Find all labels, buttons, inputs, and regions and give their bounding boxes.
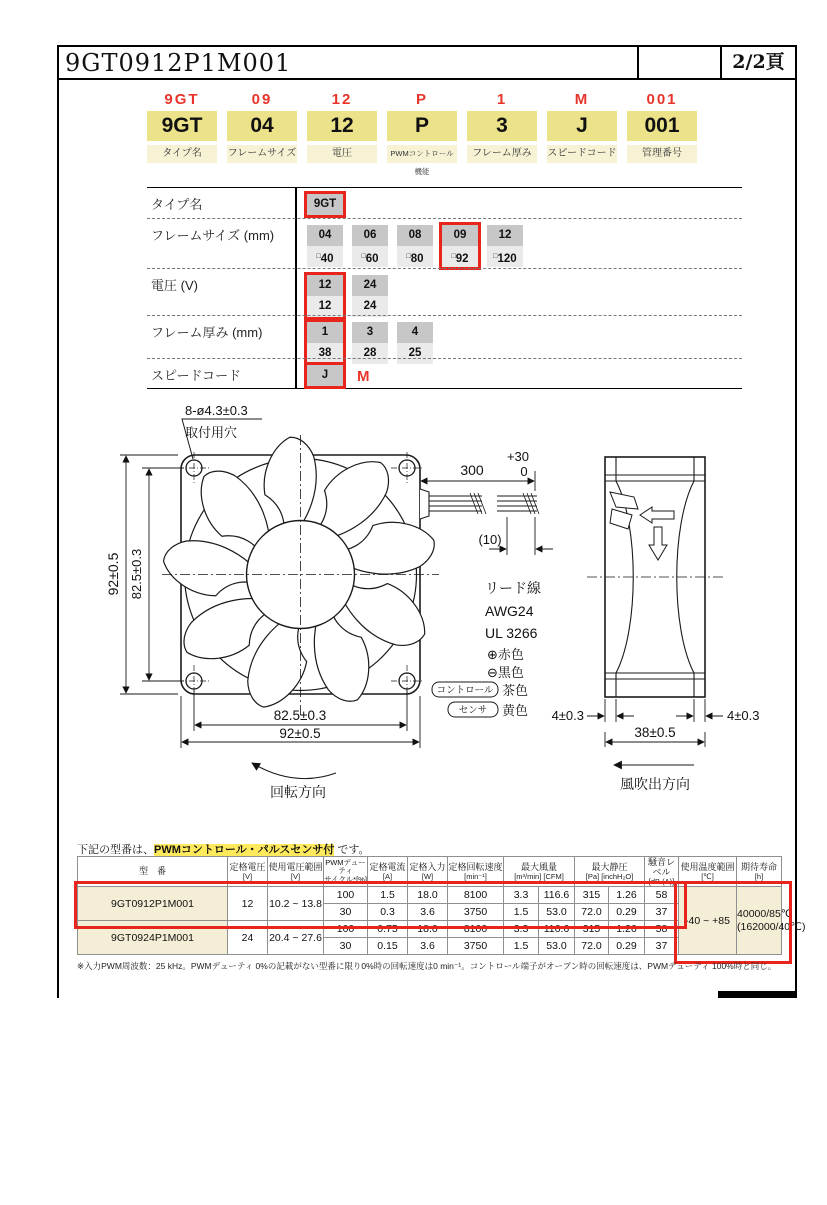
temp-range-cell: -40 ~ +85 <box>679 887 737 955</box>
row-label: タイプ名 <box>151 197 203 212</box>
dim-lead-length: 300 <box>460 462 484 478</box>
option <box>304 222 346 270</box>
dim-hole-pitch-v: 82.5±0.3 <box>129 548 144 600</box>
row-label: フレーム厚み (mm) <box>151 325 263 340</box>
page-frame <box>57 45 806 998</box>
option <box>349 222 391 270</box>
spec-intro <box>77 841 370 857</box>
speed-cell: 3750 <box>448 904 504 921</box>
option-size: □60 <box>352 246 388 267</box>
wire-minus-color: ⊖黒色 <box>487 665 524 680</box>
col-voltage: 定格電圧 [V] <box>228 857 268 887</box>
option-code: 09 <box>442 225 478 246</box>
wire-sensor-tag: センサ <box>458 705 488 716</box>
pressure-inch-cell: 1.26 <box>609 887 645 904</box>
lead-wire-title: リード線 <box>485 580 541 596</box>
option-selected <box>439 222 481 270</box>
option-code: 24 <box>352 275 388 296</box>
spec-header-row <box>78 857 782 887</box>
part-number-title: 9GT0912P1M001 <box>65 49 292 77</box>
code-column-voltage <box>307 91 377 163</box>
option <box>484 222 526 270</box>
code-column-pwm <box>387 91 457 176</box>
option-code: 1 <box>307 322 343 343</box>
model-cell: 9GT0924P1M001 <box>78 921 228 955</box>
col-speed: 定格回転速度 [min⁻¹] <box>448 857 504 887</box>
input-cell: 18.0 <box>408 921 448 938</box>
cfm-cell: 53.0 <box>539 904 575 921</box>
col-pressure: 最大静圧 [Pa] [inchH₂O] <box>575 857 645 887</box>
option-code: 4 <box>397 322 433 343</box>
noise-cell: 58 <box>645 887 679 904</box>
fan-side-view <box>587 457 723 697</box>
airflow-direction-label: 風吹出方向 <box>620 776 690 792</box>
code-label: スピードコード <box>547 145 617 163</box>
option-code: 12 <box>487 225 523 246</box>
code-red: 1 <box>496 91 508 108</box>
pwm-cell: 30 <box>324 938 368 955</box>
option-size: □40 <box>307 246 343 267</box>
intro-highlight: PWMコントロール・パルスセンサ付 <box>154 844 335 856</box>
col-life: 期待寿命 [h] <box>737 857 782 887</box>
current-cell: 0.75 <box>368 921 408 938</box>
dim-lead-tol-zero: 0 <box>520 464 528 479</box>
option-value: 25 <box>397 343 433 364</box>
mounting-hole-label: 取付用穴 <box>185 425 238 440</box>
spec-row <box>78 887 782 904</box>
pressure-cell: 72.0 <box>575 938 609 955</box>
col-temp: 使用温度範囲 [℃] <box>679 857 737 887</box>
code-red: 001 <box>646 91 678 108</box>
current-cell: 0.3 <box>368 904 408 921</box>
code-label: フレーム厚み <box>467 145 537 163</box>
cfm-cell: 53.0 <box>539 938 575 955</box>
lead-wire-legend <box>432 580 541 718</box>
dim-hole-pitch-h: 82.5±0.3 <box>273 708 327 723</box>
wire-control-color: 茶色 <box>502 683 529 698</box>
model-selector-table <box>147 187 742 389</box>
col-current: 定格電流 [A] <box>368 857 408 887</box>
pressure-cell: 72.0 <box>575 904 609 921</box>
dim-width: 92±0.5 <box>279 726 321 741</box>
code-column-thickness <box>467 91 537 163</box>
row-label: 電圧 (V) <box>151 278 198 293</box>
airflow-cell: 3.3 <box>504 921 539 938</box>
pwm-cell: 100 <box>324 921 368 938</box>
code-label: タイプ名 <box>147 145 217 163</box>
code-box: 001 <box>627 111 697 141</box>
code-box: 9GT <box>147 111 217 141</box>
header-bar <box>59 47 795 80</box>
current-cell: 0.15 <box>368 938 408 955</box>
col-noise: 騒音レベル [dB (A)] <box>645 857 679 887</box>
page-number: 2/2頁 <box>720 47 795 78</box>
option-size: □92 <box>442 246 478 267</box>
option-selected <box>304 191 346 218</box>
current-cell: 1.5 <box>368 887 408 904</box>
range-cell: 20.4 ~ 27.6 <box>268 921 324 955</box>
lead-wire-ul: UL 3266 <box>485 625 538 641</box>
spec-table <box>77 856 806 955</box>
wire-sensor-color: 黄色 <box>502 703 529 718</box>
code-column-type <box>147 91 217 163</box>
dim-lead-tol-plus: +30 <box>506 449 530 464</box>
col-model: 型 番 <box>78 857 228 887</box>
pwm-cell: 100 <box>324 887 368 904</box>
option-value: 12 <box>307 296 343 317</box>
option-code: 06 <box>352 225 388 246</box>
checkbox-square-icon: □ <box>406 253 411 260</box>
voltage-cell: 24 <box>228 921 268 955</box>
range-cell: 10.2 ~ 13.8 <box>268 887 324 921</box>
lead-wire-gauge: AWG24 <box>485 603 534 619</box>
pressure-cell: 315 <box>575 921 609 938</box>
dim-flange-right: 4±0.3 <box>727 708 760 723</box>
model-cell: 9GT0912P1M001 <box>78 887 228 921</box>
dim-strip-length: (10) <box>478 532 502 547</box>
option-value: J <box>307 365 343 386</box>
code-column-frame <box>227 91 297 163</box>
code-label: 電圧 <box>307 145 377 163</box>
intro-suffix: です。 <box>334 844 370 856</box>
technical-drawing <box>82 397 795 842</box>
option-selected <box>304 272 346 320</box>
checkbox-square-icon: □ <box>493 253 498 260</box>
code-label: 管理番号 <box>627 145 697 163</box>
speed-cell: 8100 <box>448 887 504 904</box>
option-selected <box>304 362 346 389</box>
cfm-cell: 116.6 <box>539 921 575 938</box>
airflow-cell: 3.3 <box>504 887 539 904</box>
pressure-inch-cell: 1.26 <box>609 921 645 938</box>
checkbox-square-icon: □ <box>316 253 321 260</box>
option <box>349 272 391 320</box>
checkbox-square-icon: □ <box>451 253 456 260</box>
header-empty-cell <box>637 47 722 78</box>
option-value: 9GT <box>307 194 343 215</box>
speed-code-alt: M <box>357 368 371 385</box>
code-label: フレームサイズ <box>227 145 297 163</box>
rotation-arrow-icon <box>252 763 336 779</box>
dim-depth: 38±0.5 <box>634 725 676 740</box>
speed-cell: 8100 <box>448 921 504 938</box>
option-code: 12 <box>307 275 343 296</box>
voltage-cell: 12 <box>228 887 268 921</box>
input-cell: 3.6 <box>408 938 448 955</box>
option-value: 38 <box>307 343 343 364</box>
fan-front-view <box>159 403 441 715</box>
option-code: 04 <box>307 225 343 246</box>
airflow-cell: 1.5 <box>504 938 539 955</box>
selector-row-frame-size <box>147 218 742 269</box>
spec-footnote: ※入力PWM周波数：25 kHz。PWMデューティ 0%の記載がない型番に限り0%時の回転速度は0 min⁻¹。コントロール端子がオープン時の回転速度は、PWMデューティ 100%時と同じ。 <box>77 961 777 971</box>
selector-row-type <box>147 188 742 218</box>
intro-prefix: 下記の型番は、 <box>77 844 154 856</box>
code-red: M <box>574 91 590 108</box>
code-column-speed <box>547 91 617 163</box>
wire-plus-color: ⊕赤色 <box>487 647 524 662</box>
code-box: J <box>547 111 617 141</box>
speed-cell: 3750 <box>448 938 504 955</box>
option-value: 28 <box>352 343 388 364</box>
code-red: 12 <box>331 91 353 108</box>
option-code: 3 <box>352 322 388 343</box>
code-label: PWMコントロール機能 <box>387 145 457 163</box>
selector-row-thickness <box>147 315 742 359</box>
pwm-cell: 30 <box>324 904 368 921</box>
wire-control-tag: コントロール <box>436 685 494 696</box>
code-red: P <box>415 91 428 108</box>
code-red: 09 <box>251 91 273 108</box>
input-cell: 3.6 <box>408 904 448 921</box>
code-box: 12 <box>307 111 377 141</box>
option-code: 08 <box>397 225 433 246</box>
input-cell: 18.0 <box>408 887 448 904</box>
checkbox-square-icon: □ <box>361 253 366 260</box>
lead-wires <box>420 489 539 519</box>
noise-cell: 37 <box>645 938 679 955</box>
spec-row <box>78 921 782 938</box>
pressure-inch-cell: 0.29 <box>609 938 645 955</box>
noise-cell: 37 <box>645 904 679 921</box>
col-range: 使用電圧範囲 [V] <box>268 857 324 887</box>
frame-bottom-bar <box>718 991 795 998</box>
model-code-breakdown <box>147 91 707 176</box>
row-label: スピードコード <box>151 368 241 383</box>
code-column-serial <box>627 91 697 163</box>
noise-cell: 58 <box>645 921 679 938</box>
dim-flange-left: 4±0.3 <box>551 708 584 723</box>
spec-table-wrap <box>77 856 806 955</box>
code-box: P <box>387 111 457 141</box>
life-cell: 40000/85℃ (162000/40℃) <box>737 887 782 955</box>
selector-row-speed-code <box>147 358 742 389</box>
code-box: 04 <box>227 111 297 141</box>
pressure-cell: 315 <box>575 887 609 904</box>
option <box>394 222 436 270</box>
dim-height: 92±0.5 <box>105 552 121 596</box>
row-label: フレームサイズ (mm) <box>151 228 275 243</box>
code-box: 3 <box>467 111 537 141</box>
selector-row-voltage <box>147 268 742 316</box>
col-pwm: PWMデューティ サイクル*[%] <box>324 857 368 887</box>
option-size: □80 <box>397 246 433 267</box>
code-red: 9GT <box>164 91 200 108</box>
col-input: 定格入力 [W] <box>408 857 448 887</box>
airflow-cell: 1.5 <box>504 904 539 921</box>
option-size: □120 <box>487 246 523 267</box>
pressure-inch-cell: 0.29 <box>609 904 645 921</box>
mounting-hole-dim: 8-ø4.3±0.3 <box>185 403 248 418</box>
cfm-cell: 116.6 <box>539 887 575 904</box>
col-airflow: 最大風量 [m³/min] [CFM] <box>504 857 575 887</box>
option-value: 24 <box>352 296 388 317</box>
rotation-label: 回転方向 <box>270 784 326 800</box>
